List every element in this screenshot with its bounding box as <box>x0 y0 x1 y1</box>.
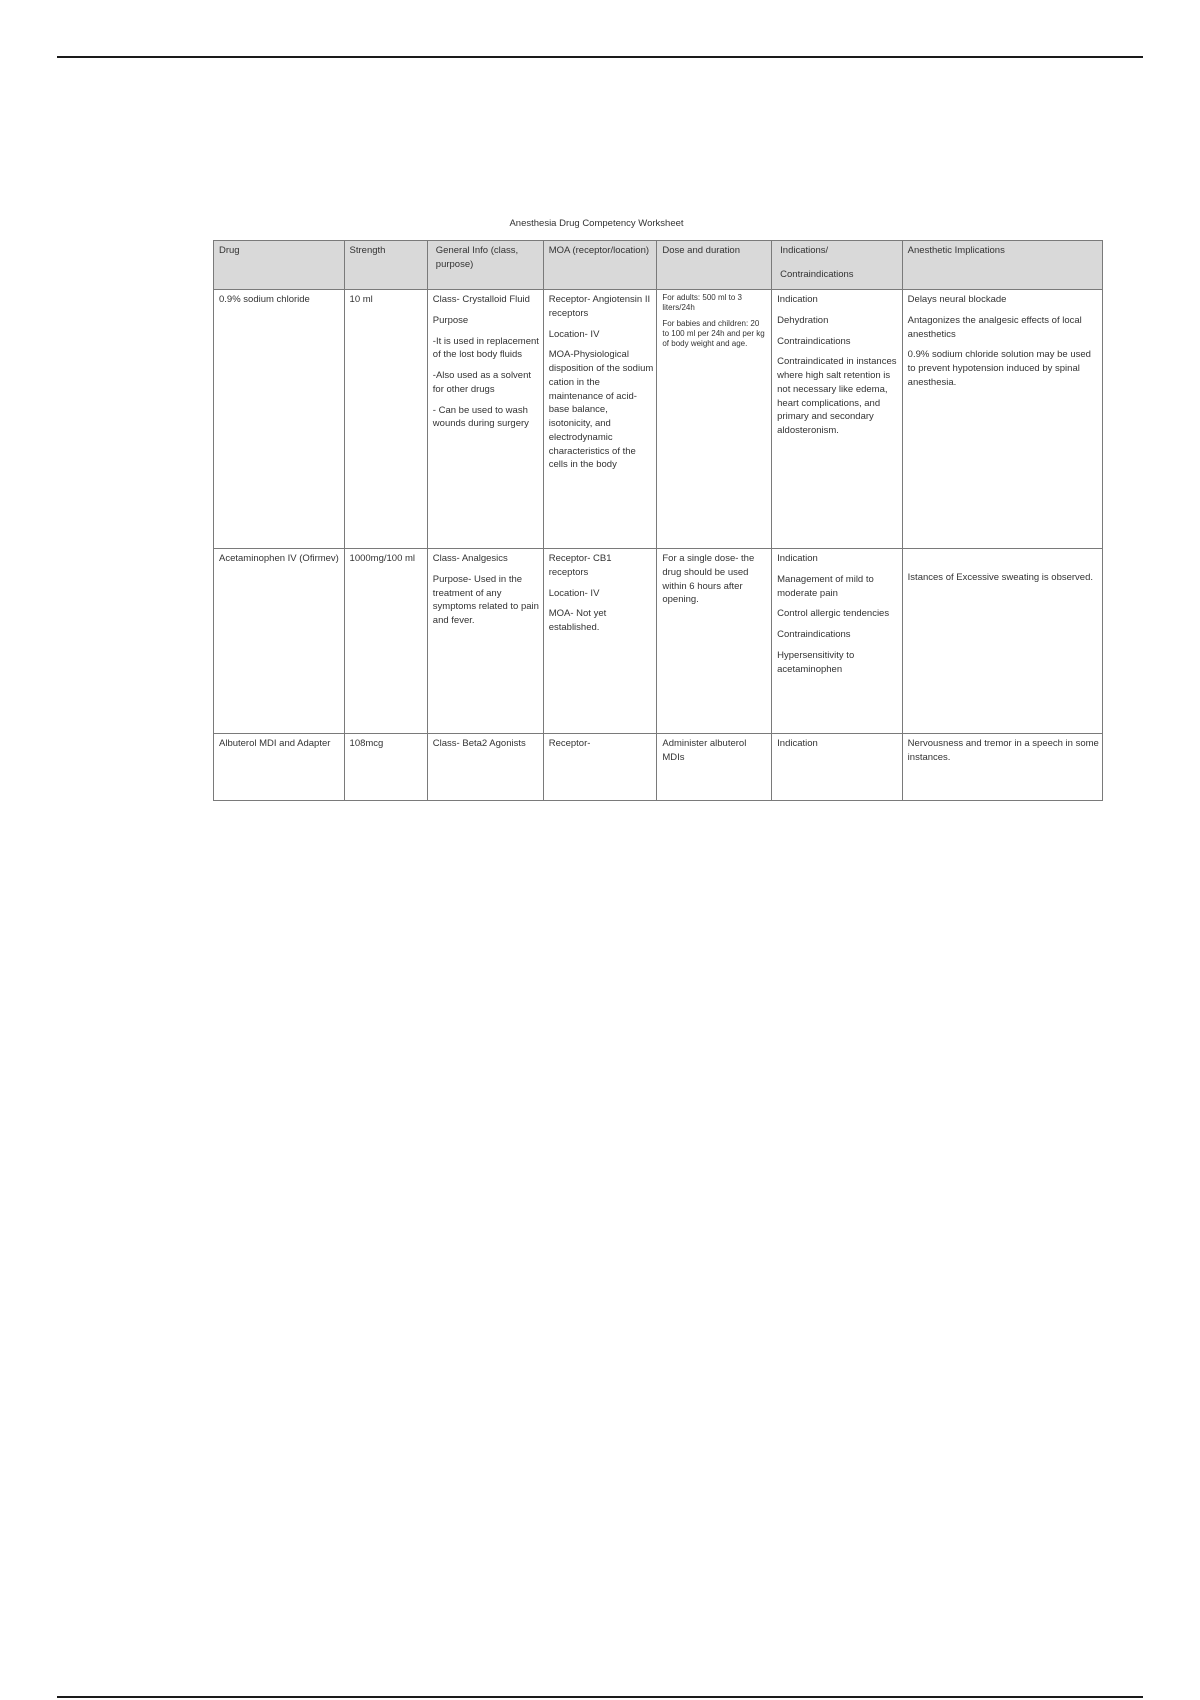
general-info-line: -It is used in replacement of the lost body fluids <box>432 335 539 361</box>
indications-line: Indication <box>777 738 818 749</box>
dose-line: Administer albuterol MDIs <box>662 738 747 763</box>
anesthetic-line: Nervousness and tremor in a speech in some instances. <box>907 738 1099 763</box>
moa-line: Receptor- Angiotensin II receptors <box>548 294 651 319</box>
general-info-line: - Can be used to wash wounds during surgery <box>432 404 529 430</box>
table-row <box>214 734 1103 801</box>
indications-line: Control allergic tendencies <box>777 608 890 620</box>
header-drug: Drug <box>214 241 345 290</box>
moa-line: Location- IV <box>548 328 600 340</box>
indications-line: Contraindications <box>777 629 851 641</box>
moa-line: MOA-Physiological disposition of the sodium cation in the maintenance of acid-base balance, isotonicity, and electrodynamic characteristics of the cells in the body <box>548 349 654 471</box>
moa-line: Receptor- CB1 receptors <box>548 553 612 578</box>
page-top-rule <box>57 56 1143 58</box>
cell-indications <box>772 734 903 801</box>
cell-anesthetic <box>902 549 1102 734</box>
dose-line: For babies and children: 20 to 100 ml per 24h and per kg of body weight and age. <box>662 319 765 348</box>
cell-strength: 1000mg/100 ml <box>344 549 427 734</box>
header-indications <box>772 241 903 290</box>
cell-moa <box>543 290 657 549</box>
worksheet-title: Anesthesia Drug Competency Worksheet <box>509 218 684 229</box>
cell-drug: Acetaminophen IV (Ofirmev) <box>214 549 345 734</box>
anesthetic-line <box>908 552 1099 564</box>
cell-indications <box>772 549 903 734</box>
anesthetic-line: Antagonizes the analgesic effects of local anesthetics <box>907 314 1082 340</box>
anesthetic-line: 0.9% sodium chloride solution may be used to prevent hypotension induced by spinal anesthesia. <box>907 349 1091 388</box>
cell-dose <box>657 549 772 734</box>
page-bottom-rule <box>57 1696 1143 1698</box>
header-indications-line1: Indications/ <box>780 245 829 256</box>
cell-anesthetic <box>902 734 1102 801</box>
general-info-line: Class- Beta2 Agonists <box>432 738 526 749</box>
table-row <box>214 549 1103 734</box>
cell-general-info <box>427 290 543 549</box>
general-info-line: -Also used as a solvent for other drugs <box>432 370 532 395</box>
indications-line: Indication <box>777 294 818 305</box>
indications-line: Indication <box>777 553 818 564</box>
general-info-line: Purpose <box>432 314 469 326</box>
cell-strength: 10 ml <box>344 290 427 549</box>
indications-line: Contraindicated in instances where high salt retention is not necessary like edema, heart complications, and primary and secondary aldosteronism. <box>777 356 897 437</box>
cell-dose <box>657 290 772 549</box>
header-strength: Strength <box>344 241 427 290</box>
cell-dose <box>657 734 772 801</box>
general-info-line: Class- Crystalloid Fluid <box>432 294 530 305</box>
cell-moa <box>543 549 657 734</box>
indications-line: Management of mild to moderate pain <box>777 573 874 599</box>
cell-indications <box>772 290 903 549</box>
general-info-line: Class- Analgesics <box>432 553 508 564</box>
moa-line: MOA- Not yet established. <box>548 608 607 634</box>
cell-anesthetic <box>902 290 1102 549</box>
table-header-row <box>214 241 1103 290</box>
anesthetic-line: Delays neural blockade <box>907 294 1007 305</box>
indications-line: Contraindications <box>777 335 851 347</box>
cell-general-info <box>427 734 543 801</box>
moa-line: Receptor- <box>548 738 591 749</box>
indications-line: Hypersensitivity to acetaminophen <box>777 649 855 675</box>
cell-strength: 108mcg <box>344 734 427 801</box>
header-anesthetic: Anesthetic Implications <box>902 241 1102 290</box>
worksheet-image <box>205 206 1099 765</box>
header-dose: Dose and duration <box>657 241 772 290</box>
dose-line: For a single dose- the drug should be used within 6 hours after opening. <box>662 553 755 606</box>
anesthetic-line: Istances of Excessive sweating is observed. <box>907 572 1094 583</box>
header-indications-line2: Contraindications <box>780 268 854 280</box>
moa-line: Location- IV <box>548 587 600 599</box>
cell-drug: Albuterol MDI and Adapter <box>214 734 345 801</box>
header-general-info: General Info (class, purpose) <box>427 241 543 290</box>
cell-drug: 0.9% sodium chloride <box>214 290 345 549</box>
cell-moa <box>543 734 657 801</box>
drug-table <box>213 240 1103 801</box>
cell-general-info <box>427 549 543 734</box>
table-row <box>214 290 1103 549</box>
indications-line: Dehydration <box>777 314 829 326</box>
dose-line: For adults: 500 ml to 3 liters/24h <box>662 293 742 312</box>
general-info-line: Purpose- Used in the treatment of any symptoms related to pain and fever. <box>432 573 539 627</box>
header-moa: MOA (receptor/location) <box>543 241 657 290</box>
